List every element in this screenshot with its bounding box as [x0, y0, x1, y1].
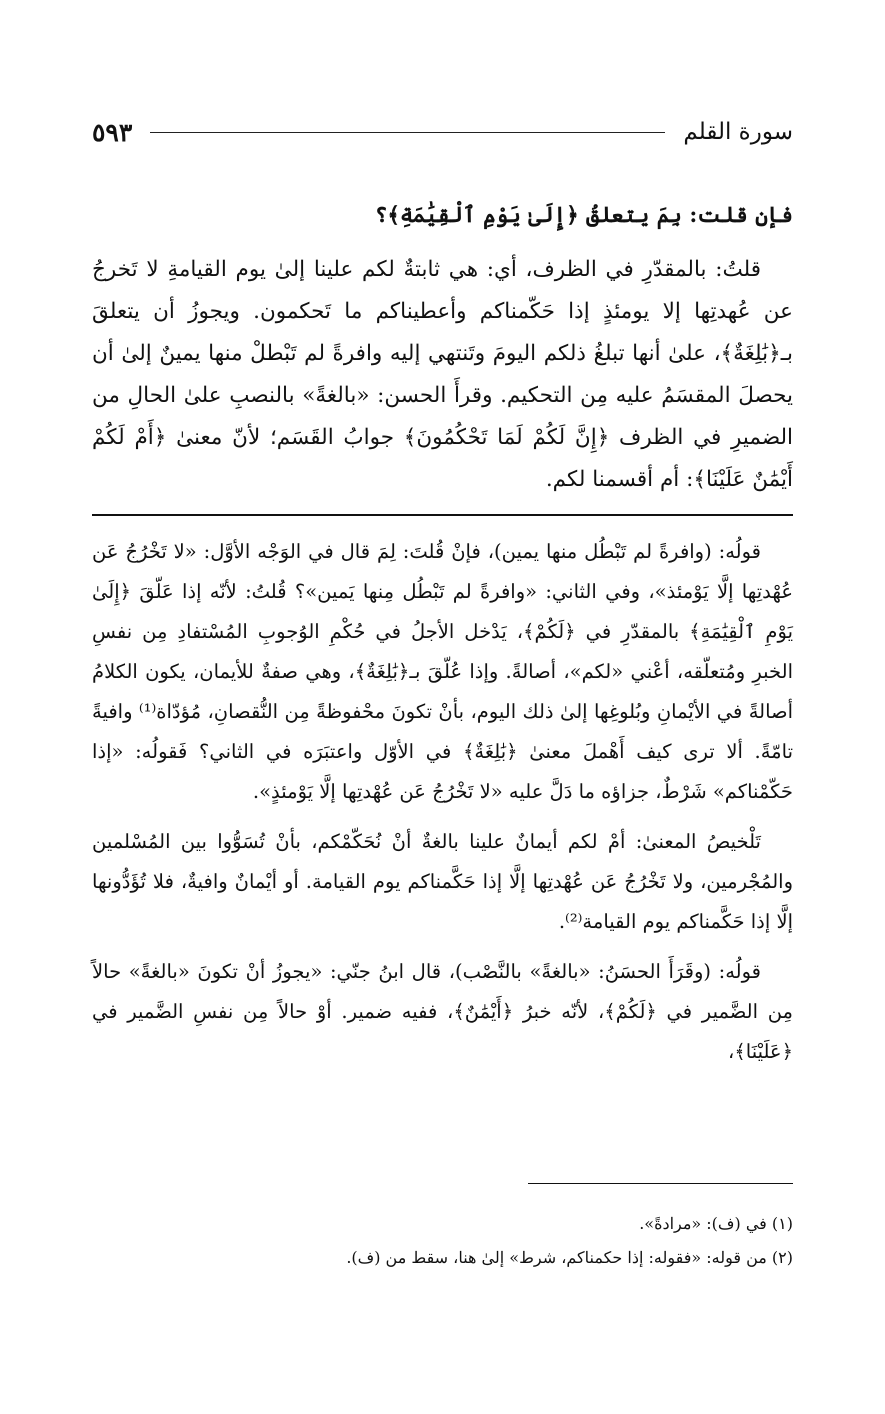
footnote-rule — [528, 1183, 793, 1184]
footnote: (٢) من قوله: «فقوله: إذا حكمناكم، شرط» إلىٰ هنا، سقط من (ف). — [346, 1248, 793, 1267]
page-header — [92, 115, 793, 149]
commentary-paragraph: قولُه: (وافرةً لم تَبْطُل منها يمين)، فإنْ قُلتَ: لِمَ قال في الوَجْه الأوَّل: «لا تَخْرُجُ عَن عُهْدتِها إلَّا يَوْمئذ»، وفي الثاني: «وافرةً لم تَبْطُل مِنها يَمين»؟ قُلتُ: لأنّه إذا عَلّقَ ﴿إِلَىٰ يَوْمِ ٱلْقِيَٰمَةِ﴾ بالمقدّرِ في ﴿لَكُمْ﴾، يَدْخل الأجلُ في حُكْمِ الوُجوبِ المُسْتفادِ مِن نفسِ الخبرِ ومُتعلّقه، أعْني «لكم»، أصالةً. وإذا عُلّقَ بـ﴿بَٰلِغَةٌ﴾، وهي صفةٌ للأيمان، يكون الكلامُ أصالةً في الأيْمانِ وبُلوغِها إلىٰ ذلك اليوم، بأنْ تكونَ محْفوظةً مِن النُّقصانِ، مُؤدّاة⁽¹⁾ وافيةً تامّةً. ألا ترى كيف أَهْملَ معنىٰ ﴿بَٰلِغَةٌ﴾ في الأوّل واعتبَرَه في الثاني؟ فَقولُه: «إذا حَكّمْناكم» شَرْطٌ، جزاؤه ما دَلَّ عليه «لا تَخْرُجُ عَن عُهْدتِها إلَّا يَوْمئذٍ». — [92, 540, 794, 803]
main-answer: قلتُ: بالمقدّرِ في الظرف، أي: هي ثابتةٌ لكم علينا إلىٰ يوم القيامةِ لا تَخرجُ عن عُهدتِها إلا يومئذٍ إذا حَكّمناكم وأعطيناكم ما تَحكمون. ويجوزُ أن يتعلقَ بـ﴿بَٰلِغَةٌ﴾، علىٰ أنها تبلغُ ذلكم اليومَ وتَنتهي إليه وافرةً لم تَبْطلْ منها يمينٌ إلىٰ أن يحصلَ المقسَمُ عليه مِن التحكيم. وقرأَ الحسن: «بالغةً» بالنصبِ علىٰ الحالِ من الضميرِ في الظرف ﴿إِنَّ لَكُمْ لَمَا تَحْكُمُونَ﴾ جوابُ القَسَم؛ لأنّ معنىٰ ﴿أَمْ لَكُمْ أَيْمَٰنٌ عَلَيْنَا﴾: أم أقسمنا لكم. — [92, 257, 793, 492]
surah-title: سورة القلم — [683, 119, 793, 145]
header-rule — [150, 132, 665, 133]
main-text — [92, 195, 793, 501]
footnotes — [92, 1208, 793, 1276]
main-question: فإن قلت: بِمَ يتعلقُ ﴿إِلَىٰ يَوْمِ ٱلْقِيَٰمَةِ﴾؟ — [374, 203, 793, 228]
page-number: ٥٩٣ — [92, 117, 133, 147]
commentary-paragraph: تَلْخيصُ المعنىٰ: أمْ لكم أيمانٌ علينا بالغةٌ أنْ نُحَكّمْكم، بأنْ تُسَوُّوا بين المُسْلمين والمُجْرمين، ولا تَخْرُجُ عَن عُهْدتِها إلَّا إذا حَكَّمناكم يوم القيامة. أو أيْمانٌ وافيةٌ، فلا تُؤَدُّونها إلَّا إذا حَكَّمناكم يوم القيامة⁽²⁾. — [92, 830, 793, 933]
footnote: (١) في (ف): «مرادةً». — [639, 1214, 793, 1233]
section-divider — [92, 514, 793, 516]
commentary-section — [92, 532, 793, 1082]
commentary-paragraph: قولُه: (وقَرَأَ الحسَنُ: «بالغةً» بالنَّصْب)، قال ابنُ جنّي: «يجوزُ أنْ تكونَ «بالغةً» حالاً مِن الضَّمير في ﴿لَكُمْ﴾، لأنّه خبرُ ﴿أَيْمَٰنٌ﴾، ففيه ضمير. أوْ حالاً مِن نفسِ الضَّمير في ﴿عَلَيْنَا﴾، — [92, 960, 793, 1063]
